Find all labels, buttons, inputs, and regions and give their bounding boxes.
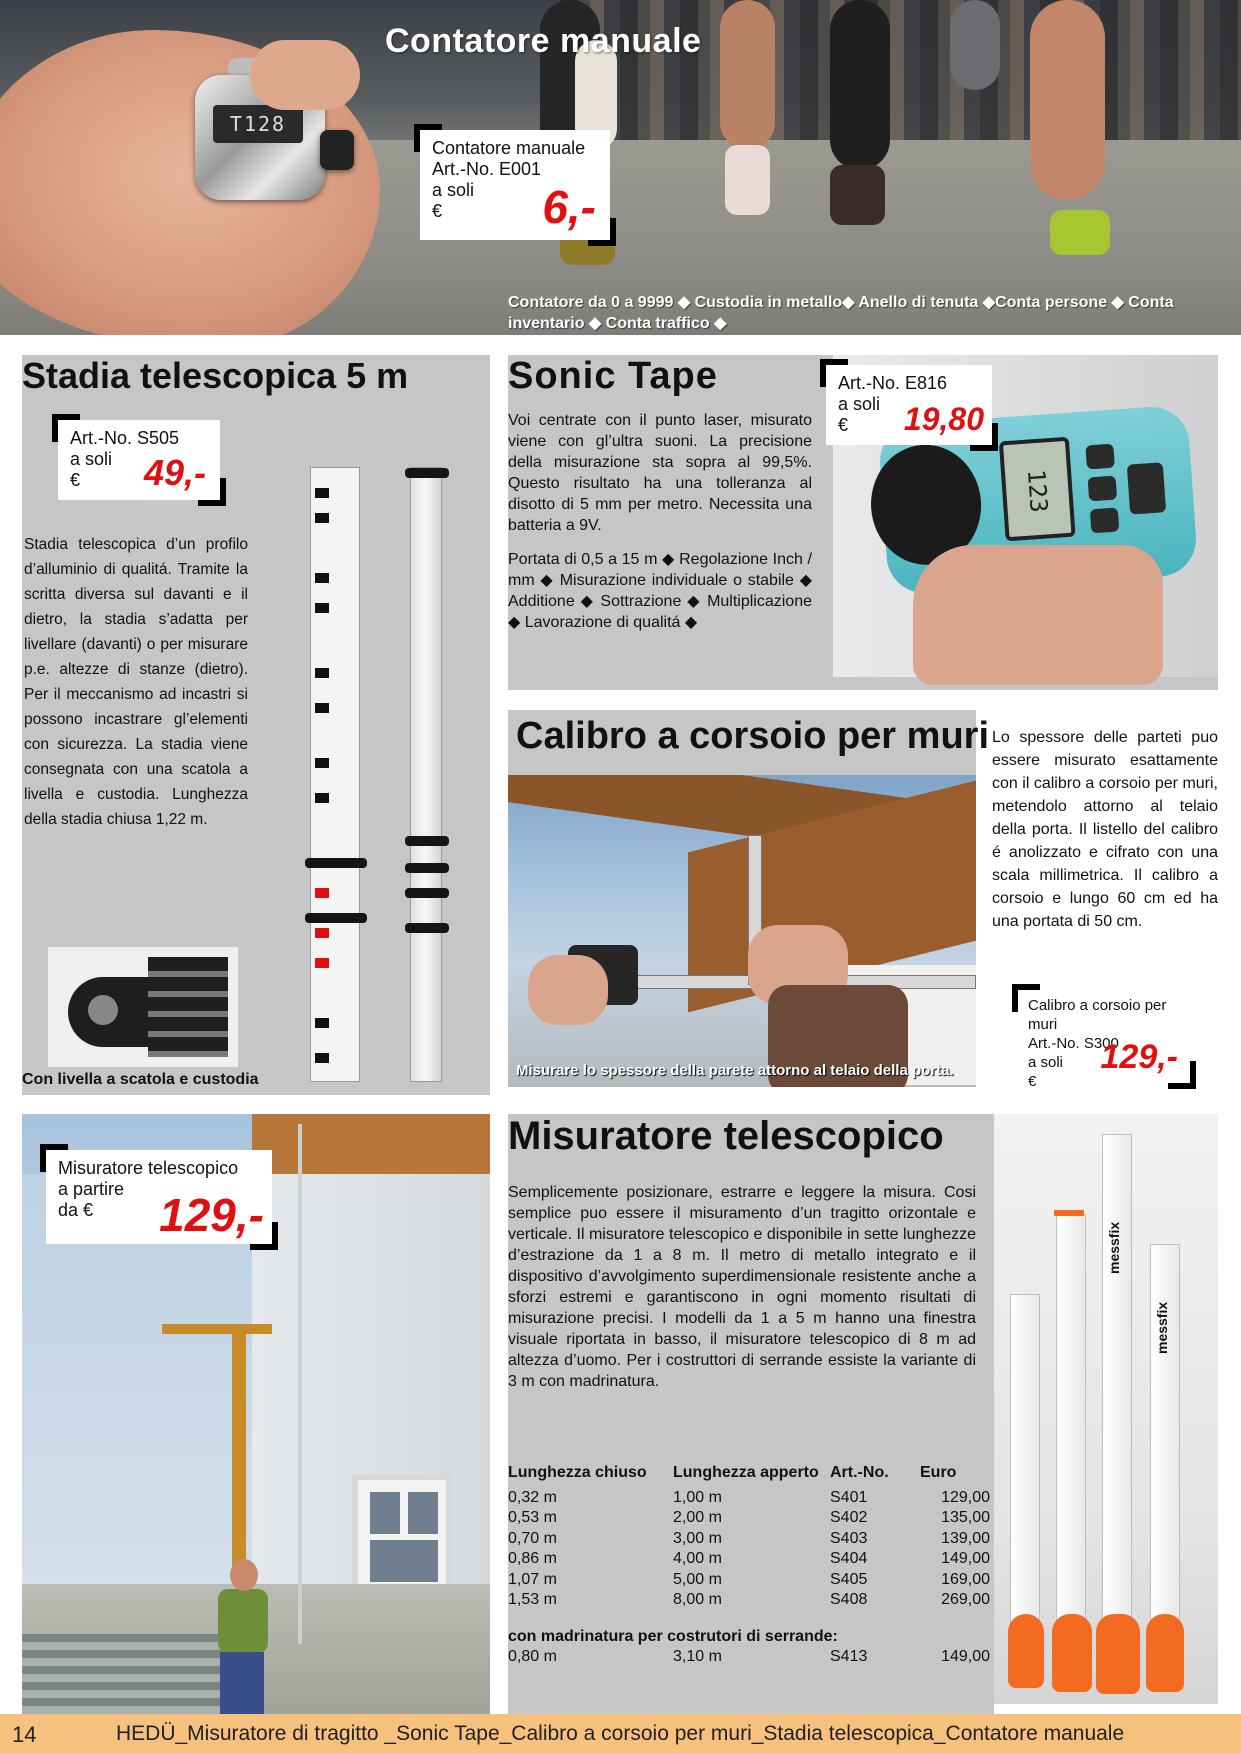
misuratore-description: Semplicemente posizionare, estrarre e leggere la misura. Cosi semplice puo essere il misuramento d’un tragitto orizontale e verticale. Il misuratore telescopico e disponibile in sette lunghezze d’estrazione da 1 a 8 m. Il metro di metallo integrato e il dispositivo d’avvolgimento superdimensionale resistente anche a sforzi estremi e garantiscono in ogni momento risultati di misurazione precisi. I modelli da 1 a 5 m hanno una finestra visuale riportata in basso, il misuratore telescopico di 8 m ad altezza d’uomo. Per i costruttori di serrande essiste la variante di 3 m con madrinatura. [508, 1184, 976, 1390]
table-row [508, 1570, 990, 1591]
table-cell: 129,00 [941, 1488, 990, 1506]
staff [1010, 1294, 1040, 1644]
table-cell: 149,00 [941, 1648, 990, 1665]
table-cell: S405 [830, 1570, 868, 1588]
runner-shoe [830, 165, 885, 225]
price: 129,- [1100, 1038, 1178, 1076]
table-cell: 1,07 m [508, 1570, 557, 1588]
table-row [508, 1508, 990, 1529]
page-number: 14 [12, 1722, 37, 1747]
table-cell: 0,32 m [508, 1488, 557, 1506]
crane [232, 1324, 246, 1584]
staff-base [1146, 1614, 1184, 1692]
runner-shoe [1050, 210, 1110, 255]
price: 19,80 [903, 401, 984, 437]
table-row [508, 1647, 990, 1668]
table-header: Lunghezza chiuso [508, 1464, 647, 1481]
calibro-title: Calibro a corsoio per muri [516, 715, 989, 757]
stadia-title: Stadia telescopica 5 m [22, 355, 409, 396]
variant-header-text: con madrinatura per costrutori di serrande: [508, 1627, 838, 1645]
table-cell: 1,00 m [673, 1488, 722, 1506]
table-cell: S401 [830, 1488, 868, 1506]
stadia-caption: Con livella a scatola e custodia [22, 1071, 259, 1088]
table-cell: 149,00 [941, 1550, 990, 1567]
calibro-photo-caption: Misurare lo spessore della parete attorno al telaio della porta. [516, 1062, 954, 1079]
table-cell: 1,53 m [508, 1591, 557, 1608]
staff [1056, 1214, 1086, 1634]
price-tag-s505 [58, 420, 220, 500]
table-cell: S403 [830, 1529, 868, 1547]
misuratore-title: Misuratore telescopico [508, 1114, 944, 1158]
staff-base [1008, 1614, 1044, 1688]
price-tag-s300 [1018, 990, 1190, 1090]
price: 129,- [159, 1189, 264, 1241]
stadia-rod-front [310, 467, 360, 1082]
runner [720, 0, 775, 150]
hero-banner [0, 0, 1241, 335]
counter-display: T128 [213, 105, 303, 143]
hero-features: Contatore da 0 a 9999 ◆ Custodia in metallo◆ Anello di tenuta ◆Conta persone ◆ Conta inventario ◆ Conta traffico ◆ [508, 294, 1174, 332]
table-cell: 4,00 m [673, 1550, 722, 1567]
thumb [250, 40, 360, 110]
person-shirt [218, 1589, 268, 1653]
table-cell: S402 [830, 1509, 868, 1526]
table-cell: 135,00 [941, 1509, 990, 1526]
runner [830, 0, 890, 170]
price-table [508, 1463, 990, 1668]
footer-bar [0, 1714, 1241, 1754]
table-cell: 0,70 m [508, 1529, 557, 1547]
person-jeans [220, 1652, 264, 1714]
footer-text: HEDÜ_Misuratore di tragitto _Sonic Tape_Calibro a corsoio per muri_Stadia telescopica_Contatore manuale [116, 1722, 1125, 1745]
stadia-rod-back [410, 467, 442, 1082]
table-header-row [508, 1463, 990, 1484]
runner [950, 0, 1000, 90]
table-cell: 269,00 [941, 1591, 990, 1608]
telescopic-pole [298, 1124, 302, 1644]
device-lcd: 123 [1021, 468, 1053, 514]
calibro-photo [508, 775, 976, 1087]
hand [528, 955, 608, 1025]
sonic-title: Sonic Tape [508, 355, 718, 397]
table-cell: S408 [830, 1591, 868, 1608]
table-cell: S413 [830, 1648, 868, 1665]
variant-header [508, 1627, 990, 1648]
table-header: Lunghezza apperto [673, 1464, 819, 1481]
brand-label: messfix [1154, 1301, 1170, 1354]
price-tag-text: Calibro a corsoio per muri Art.-No. S300 a soli € [1028, 997, 1167, 1090]
table-cell: S404 [830, 1550, 868, 1567]
price-tag-e001 [420, 130, 610, 240]
runner [1030, 0, 1105, 200]
table-row [508, 1529, 990, 1550]
table-row [508, 1488, 990, 1509]
table-cell: 0,86 m [508, 1550, 557, 1567]
hero-title: Contatore manuale [385, 22, 702, 60]
crane-arm [162, 1324, 272, 1334]
price-tag-e816 [826, 365, 992, 445]
table-cell: 5,00 m [673, 1570, 722, 1588]
roof [252, 1114, 490, 1174]
table-header: Euro [920, 1464, 957, 1481]
runner-shoe [725, 145, 770, 215]
price-tag-text: Misuratore telescopico a partire da € [58, 1158, 239, 1220]
hand [913, 545, 1163, 685]
table-cell: 3,10 m [673, 1648, 722, 1665]
table-row [508, 1590, 990, 1611]
table-cell: 0,53 m [508, 1509, 557, 1526]
price-tag-text: Contatore manuale Art.-No. E001 a soli € [432, 138, 586, 221]
stadia-description: Stadia telescopica d’un profilo d’alluminio di qualitá. Tramite la scritta diversa sul davanti e il dietro, la stadia s’adatta per livellare (davanti) o per misurare p.e. altezze di stanze (dietro). Per il meccanismo ad incastri si possono incastrare gl’elementi con sicurezza. La stadia viene consegnata con una scatola a livella e custodia. Lunghezza della stadia chiusa 1,22 m. [24, 536, 248, 828]
price: 49,- [143, 452, 206, 493]
price-tag-text: Art.-No. E816 a soli € [838, 373, 948, 435]
staff [1102, 1134, 1132, 1634]
staff-base [1052, 1614, 1092, 1692]
window [352, 1474, 452, 1594]
sonic-features: Portata di 0,5 a 15 m ◆ Regolazione Inch / mm ◆ Misurazione individuale o stabile ◆ Additione ◆ Sottrazione ◆ Multiplicazione ◆ Lavorazione di qualitá ◆ [508, 551, 812, 631]
table-cell: 139,00 [941, 1529, 990, 1547]
counter-button [320, 130, 354, 170]
brand-label: messfix [1106, 1221, 1122, 1274]
price-tag-text: Art.-No. S505 a soli € [70, 428, 180, 490]
table-cell: 3,00 m [673, 1529, 722, 1547]
sonic-description: Voi centrate con il punto laser, misurato viene con gl’ultra suoni. La precisione della misurazione sta sopra al 99,5%. Questo risultato ha una tolleranza al disotto di 5 mm per metro. Necessita una batteria a 9V. [508, 412, 812, 534]
table-cell: 8,00 m [673, 1591, 722, 1608]
calibro-description: Lo spessore delle parteti puo essere misurato esattamente con il calibro a corsoio per muri, metendolo attorno al telaio della porta. Il listello del calibro é anolizzato e cifrato con una scala millimetrica. Il calibro a corsoio e lungo 60 cm ed ha una portata di 50 cm. [992, 729, 1218, 930]
table-header: Art.-No. [830, 1464, 889, 1481]
bubble-level-photo [48, 947, 238, 1067]
table-cell: 2,00 m [673, 1509, 722, 1526]
table-cell: 169,00 [941, 1570, 990, 1588]
telescopic-staffs-photo [994, 1114, 1218, 1704]
person-head [230, 1559, 258, 1591]
price: 6,- [542, 181, 596, 233]
table-row [508, 1549, 990, 1570]
table-cell: 0,80 m [508, 1648, 557, 1665]
staff-base [1096, 1614, 1140, 1694]
price-tag-misuratore [46, 1150, 272, 1244]
